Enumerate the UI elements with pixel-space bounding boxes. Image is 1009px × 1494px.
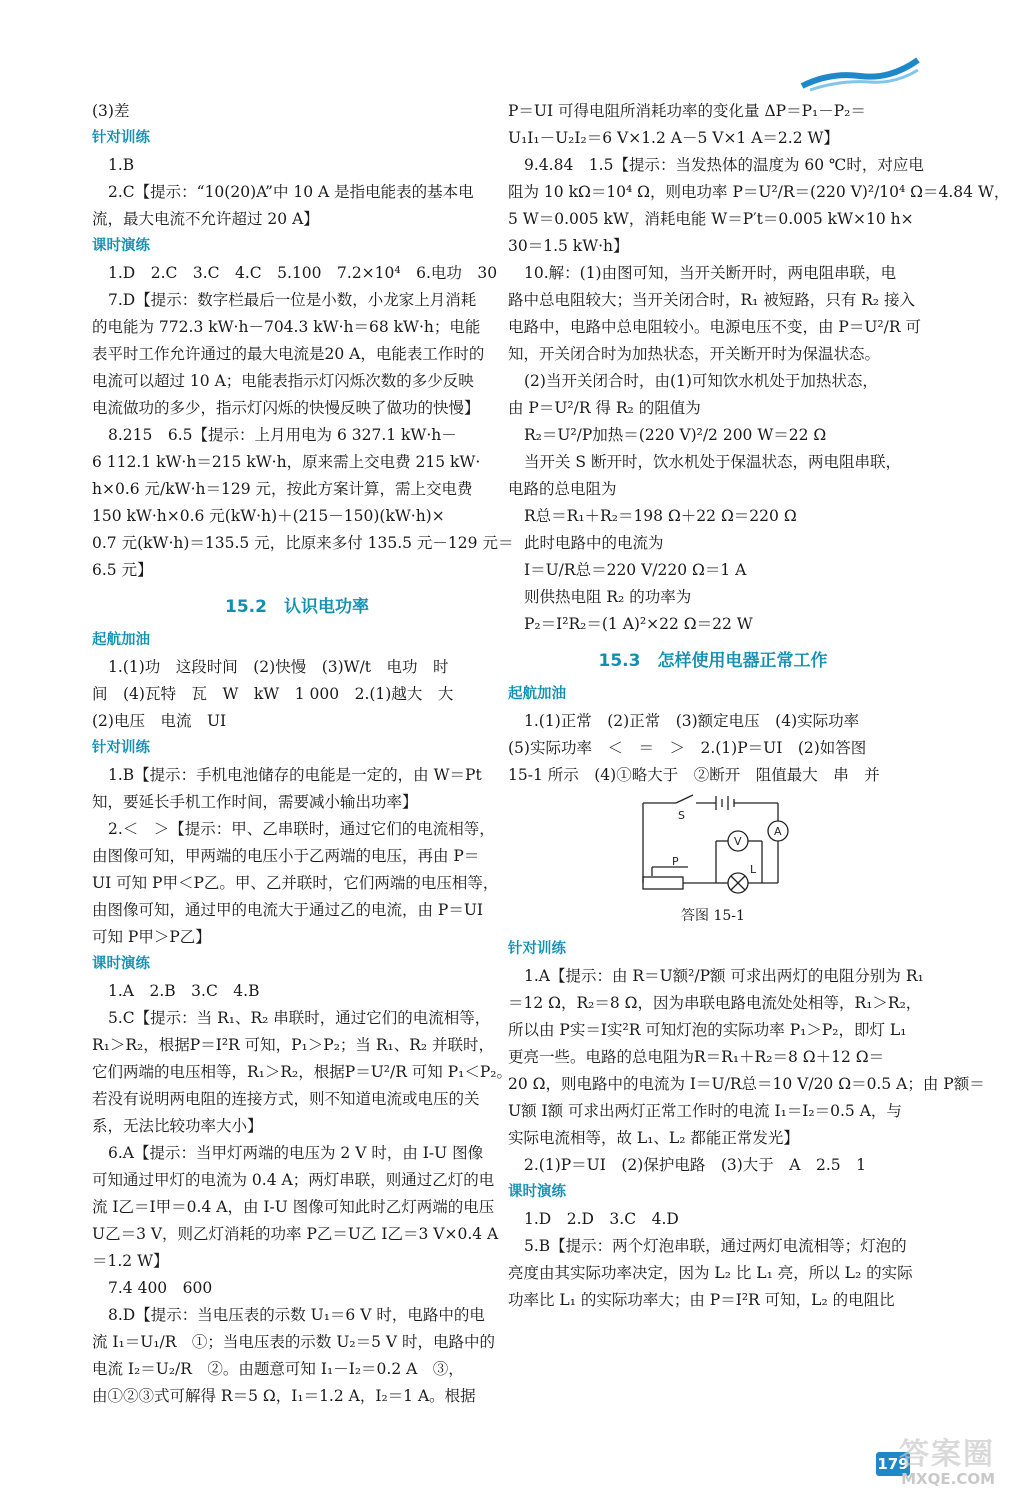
wave-banner-icon [800, 52, 920, 92]
right-bottom-line: 针对训练 [508, 941, 566, 957]
left-line: 流 I₁＝U₁/R ①；当电压表的示数 U₂＝5 V 时，电路中的 [92, 1333, 496, 1351]
left-line: 针对训练 [92, 130, 150, 146]
left-line: 0.7 元(kW·h)＝135.5 元，比原来多付 135.5 元－129 元＝ [92, 534, 514, 552]
right-top-line: 1.(1)正常 (2)正常 (3)额定电压 (4)实际功率 [524, 712, 860, 730]
left-line: 表平时工作允许通过的最大电流是20 A，电能表工作时的 [92, 345, 485, 363]
right-top-line: 起航加油 [508, 686, 566, 702]
right-top-line: (5)实际功率 ＜ ＝ ＞ 2.(1)P＝UI (2)如答图 [508, 739, 867, 757]
slider-label: P [672, 855, 679, 868]
right-top-line: 路中总电阻较大；当开关闭合时，R₁ 被短路，只有 R₂ 接入 [508, 291, 916, 309]
left-line: 电流 I₂＝U₂/R ②。由题意可知 I₁－I₂＝0.2 A ③， [92, 1360, 464, 1378]
left-line: 15.2 认识电功率 [225, 597, 369, 617]
left-line: 系，无法比较功率大小】 [92, 1117, 263, 1135]
left-line: 5.C【提示：当 R₁、R₂ 串联时，通过它们的电流相等， [108, 1009, 491, 1027]
left-line: 流，最大电流不允许超过 20 A】 [92, 210, 319, 228]
left-line: 知，要延长手机工作时间，需要减小输出功率】 [92, 793, 418, 811]
right-bottom-line: 5.B【提示：两个灯泡串联，通过两灯电流相等；灯泡的 [524, 1237, 907, 1255]
left-line: 7.4 400 600 [108, 1279, 213, 1297]
right-top-line: U₁I₁－U₂I₂＝6 V×1.2 A－5 V×1 A＝2.2 W】 [508, 129, 839, 147]
left-line: 的电能为 772.3 kW·h－704.3 kW·h＝68 kW·h；电能 [92, 318, 481, 336]
right-top-line: 9.4.84 1.5【提示：当发热体的温度为 60 ℃时，对应电 [524, 156, 924, 174]
left-line: U乙＝3 V，则乙灯消耗的功率 P乙＝U乙 I乙＝3 V×0.4 A [92, 1225, 499, 1243]
left-line: 电流可以超过 10 A；电能表指示灯闪烁次数的多少反映 [92, 372, 474, 390]
right-top-line: 此时电路中的电流为 [524, 534, 664, 552]
figure-caption: 答图 15-1 [681, 908, 745, 924]
left-line: 可知 P甲＞P乙】 [92, 928, 211, 946]
left-line: 课时演练 [92, 238, 150, 254]
left-line: 1.(1)功 这段时间 (2)快慢 (3)W/t 电功 时 [108, 658, 449, 676]
right-bottom-line: 更亮一些。电路的总电阻为R＝R₁＋R₂＝8 Ω＋12 Ω＝ [508, 1048, 885, 1066]
watermark [830, 1437, 995, 1492]
left-line: (2)电压 电流 UI [92, 712, 227, 730]
left-line: 若没有说明两电阻的连接方式，则不知道电流或电压的关 [92, 1090, 480, 1108]
left-line: 1.A 2.B 3.C 4.B [108, 982, 260, 1000]
right-top-line: R总＝R₁＋R₂＝198 Ω＋22 Ω＝220 Ω [524, 507, 797, 525]
right-top-line: 阻为 10 kΩ＝10⁴ Ω，则电功率 P＝U²/R＝(220 V)²/10⁴ Ω＝4.84 W， [508, 183, 1009, 201]
right-column [508, 98, 1009, 1314]
right-bottom-line: 1.A【提示：由 R＝U额²/P额 可求出两灯的电阻分别为 R₁ [524, 967, 924, 985]
right-bottom-line: ＝12 Ω，R₂＝8 Ω，因为串联电路电流处处相等，R₁＞R₂， [508, 994, 922, 1012]
right-top-line: 电路的总电阻为 [508, 480, 617, 498]
right-column-bottom [508, 936, 985, 1314]
left-column [92, 98, 514, 1410]
right-bottom-line: 功率比 L₁ 的实际功率大；由 P＝I²R 可知，L₂ 的电阻比 [508, 1291, 895, 1309]
right-bottom-line: 2.(1)P＝UI (2)保护电路 (3)大于 A 2.5 1 [524, 1156, 866, 1174]
left-line: 8.D【提示：当电压表的示数 U₁＝6 V 时，电路中的电 [108, 1306, 485, 1324]
left-line: 150 kW·h×0.6 元(kW·h)＋(215－150)(kW·h)× [92, 507, 445, 525]
right-top-line: P＝UI 可得电阻所消耗功率的变化量 ΔP＝P₁－P₂＝ [508, 102, 866, 120]
right-top-line: 15.3 怎样使用电器正常工作 [598, 651, 828, 671]
right-bottom-line: 所以由 P实＝I实²R 可知灯泡的实际功率 P₁＞P₂，即灯 L₁ [508, 1021, 907, 1039]
left-line: 它们两端的电压相等，R₁＞R₂，根据P＝U²/R 可知 P₁＜P₂。 [92, 1063, 513, 1081]
left-line: UI 可知 P甲＜P乙。甲、乙并联时，它们两端的电压相等， [92, 874, 499, 892]
left-line: 2.C【提示：“10(20)A”中 10 A 是指电能表的基本电 [108, 183, 474, 201]
left-line: h×0.6 元/kW·h＝129 元，按此方案计算，需上交电费 [92, 480, 473, 498]
left-line: 由图像可知，甲两端的电压小于乙两端的电压，再由 P＝ [92, 847, 480, 865]
left-line: (3)差 [92, 102, 130, 120]
ammeter-label: A [774, 825, 782, 838]
right-top-line: 则供热电阻 R₂ 的功率为 [524, 588, 692, 606]
left-line: 针对训练 [92, 740, 150, 756]
right-top-line: I＝U/R总＝220 V/220 Ω＝1 A [524, 561, 747, 579]
page-number: 179 [876, 1452, 910, 1476]
left-line: 起航加油 [92, 632, 150, 648]
right-top-line: R₂＝U²/P加热＝(220 V)²/2 200 W＝22 Ω [524, 426, 827, 444]
right-top-line: 10.解：(1)由图可知，当开关断开时，两电阻串联，电 [524, 264, 897, 282]
left-line: 电流做功的多少，指示灯闪烁的快慢反映了做功的快慢】 [92, 399, 480, 417]
left-line: 流 I乙＝I甲＝0.4 A，由 I-U 图像可知此时乙灯两端的电压 [92, 1198, 495, 1216]
right-top-line: 5 W＝0.005 kW，消耗电能 W＝P′t＝0.005 kW×10 h× [508, 210, 914, 228]
left-line: 课时演练 [92, 956, 150, 972]
left-line: 1.B [108, 156, 135, 174]
right-top-line: 30＝1.5 kW·h】 [508, 237, 629, 255]
left-line: 7.D【提示：数字栏最后一位是小数，小龙家上月消耗 [108, 291, 477, 309]
voltmeter-label: V [734, 835, 742, 848]
left-line: 8.215 6.5【提示：上月用电为 6 327.1 kW·h－ [108, 426, 457, 444]
right-bottom-line: U额 I额 可求出两灯正常工作时的电流 I₁＝I₂＝0.5 A，与 [508, 1102, 902, 1120]
right-top-line: 15-1 所示 (4)①略大于 ②断开 阻值最大 串 并 [508, 766, 880, 784]
right-top-line: 当开关 S 断开时，饮水机处于保温状态，两电阻串联， [524, 453, 901, 471]
watermark-logo: 答案圈 [899, 1437, 995, 1472]
right-column-top [508, 98, 1009, 789]
right-bottom-line: 20 Ω，则电路中的电流为 I＝U/R总＝10 V/20 Ω＝0.5 A；由 P额＝ [508, 1075, 985, 1093]
left-line: 6.A【提示：当甲灯两端的电压为 2 V 时，由 I-U 图像 [108, 1144, 484, 1162]
left-line: R₁＞R₂，根据P＝I²R 可知，P₁＞P₂；当 R₁、R₂ 并联时， [92, 1036, 495, 1054]
switch-label: S [678, 809, 685, 822]
left-line: 6.5 元】 [92, 561, 153, 579]
right-bottom-line: 1.D 2.D 3.C 4.D [524, 1210, 679, 1228]
left-line: 1.B【提示：手机电池储存的电能是一定的，由 W＝Pt [108, 766, 482, 784]
right-top-line: 电路中，电路中总电阻较小。电源电压不变，由 P＝U²/R 可 [508, 318, 921, 336]
right-bottom-line: 课时演练 [508, 1184, 566, 1200]
left-line: 2.＜ ＞【提示：甲、乙串联时，通过它们的电流相等， [108, 820, 495, 838]
right-top-line: (2)当开关闭合时，由(1)可知饮水机处于加热状态， [524, 372, 878, 390]
left-line: 可知通过甲灯的电流为 0.4 A；两灯串联，则通过乙灯的电 [92, 1171, 495, 1189]
right-bottom-line: 实际电流相等，故 L₁、L₂ 都能正常发光】 [508, 1129, 799, 1147]
left-line: 间 (4)瓦特 瓦 W kW 1 000 2.(1)越大 大 [92, 685, 454, 703]
left-line: 由①②③式可解得 R＝5 Ω，I₁＝1.2 A，I₂＝1 A。根据 [92, 1387, 476, 1405]
left-line: 6 112.1 kW·h＝215 kW·h，原来需上交电费 215 kW· [92, 453, 481, 471]
right-top-line: 由 P＝U²/R 得 R₂ 的阻值为 [508, 399, 701, 417]
circuit-diagram [638, 793, 798, 903]
right-top-line: 知，开关闭合时为加热状态，开关断开时为保温状态。 [508, 345, 881, 363]
right-top-line: P₂＝I²R₂＝(1 A)²×22 Ω＝22 W [524, 615, 753, 633]
left-line: 1.D 2.C 3.C 4.C 5.100 7.2×10⁴ 6.电功 30 [108, 264, 498, 282]
right-bottom-line: 亮度由其实际功率决定，因为 L₂ 比 L₁ 亮，所以 L₂ 的实际 [508, 1264, 913, 1282]
left-line: 由图像可知，通过甲的电流大于通过乙的电流，由 P＝UI [92, 901, 484, 919]
left-line: ＝1.2 W】 [92, 1252, 169, 1270]
lamp-label: L [750, 863, 757, 876]
watermark-url: MXQE.COM [901, 1470, 995, 1488]
